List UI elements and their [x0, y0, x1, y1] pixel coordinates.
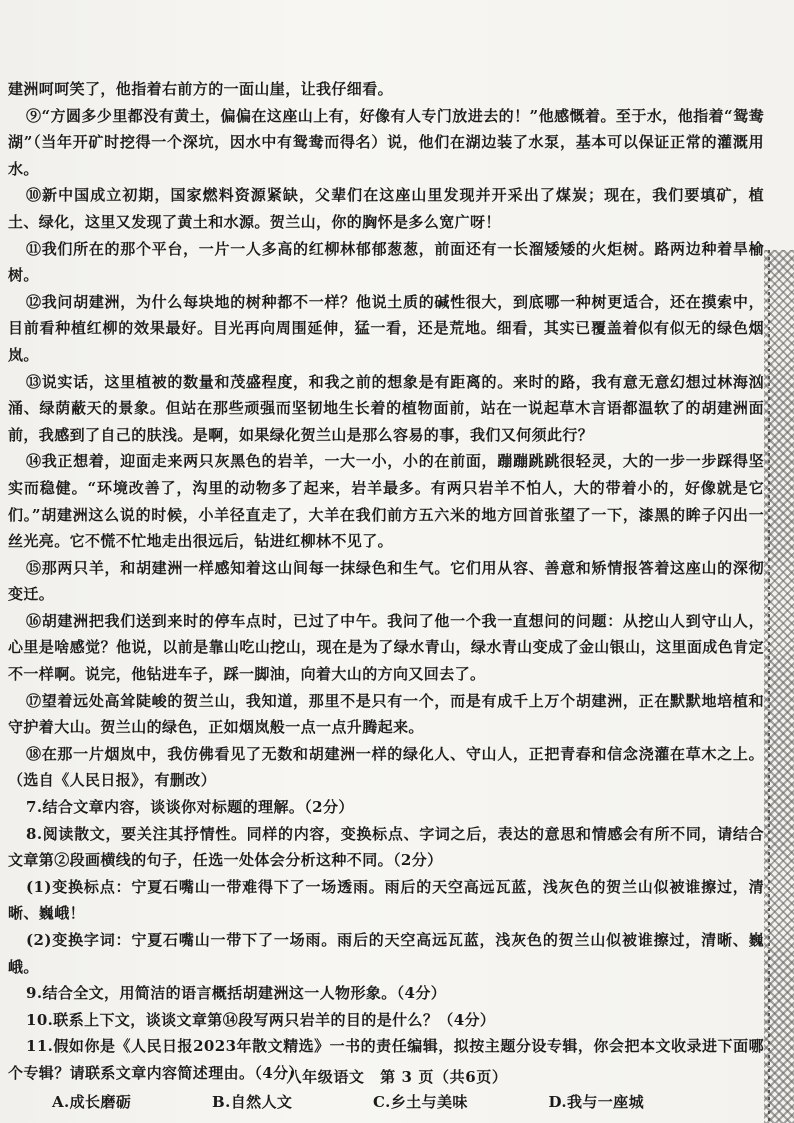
question-10: 10.联系上下文，谈谈文章第⑭段写两只岩羊的目的是什么？（4分） [26, 1010, 496, 1029]
paragraph-11: ⑪我们所在的那个平台，一片一人多高的红柳林郁郁葱葱，前面还有一长溜矮矮的火炬树。路两边种着旱榆树。 [8, 239, 764, 285]
question-8: 8.阅读散文，要关注其抒情性。同样的内容，变换标点、字词之后，表达的意思和情感会有所不同，请结合文章第②段画横线的句子，任选一处体会分析这种不同。（2分） [8, 824, 764, 870]
binding-perforation [768, 250, 770, 1123]
paragraph-15: ⑮那两只羊，和胡建洲一样感知着这山间每一抹绿色和生气。它们用从容、善意和矫情报答着这座山的深彻变迁。 [8, 558, 764, 604]
question-7: 7.结合文章内容，谈谈你对标题的理解。（2分） [26, 798, 354, 817]
question-8-option-1: (1)变换标点：宁夏石嘴山一带难得下了一场透雨。雨后的天空高远瓦蓝，浅灰色的贺兰山似被谁擦过，清晰、巍峨！ [8, 877, 764, 923]
paragraph-continuation: 建洲呵呵笑了，他指着右前方的一面山崖，让我仔细看。 [8, 80, 394, 98]
paragraph-16: ⑯胡建洲把我们送到来时的停车点时，已过了中午。我问了他一个我一直想问的问题：从挖山人到守山人，心里是啥感觉？他说，以前是靠山吃山挖山，现在是为了绿水青山，绿水青山变成了金山银山，这里面成色肯定不一样啊。说完，他钻进车子，踩一脚油，向着大山的方向又回去了。 [8, 611, 764, 684]
paragraph-13: ⑬说实话，这里植被的数量和茂盛程度，和我之前的想象是有距离的。来时的路，我有意无意幻想过林海汹涌、绿荫蔽天的景象。但站在那些顽强而坚韧地生长着的植物面前，站在一说起草木言语都温软了的胡建洲面前，我感到了自己的肤浅。是啊，如果绿化贺兰山是那么容易的事，我们又何须此行？ [8, 372, 764, 444]
paragraph-12: ⑫我问胡建洲，为什么每块地的树种都不一样？他说土质的碱性很大，到底哪一种树更适合，还在摸索中，目前看种植红柳的效果最好。目光再向周围延伸，猛一看，还是荒地。细看，其实已覆盖着似有似无的绿色烟岚。 [8, 292, 764, 364]
question-9: 9.结合全文，用简洁的语言概括胡建洲这一人物形象。（4分） [26, 984, 447, 1003]
question-11: 11.假如你是《人民日报2023年散文精选》一书的责任编辑，拟按主题分设专辑，你会把本文收录进下面哪个专辑？请联系文章内容简述理由。（4分） [8, 1037, 764, 1082]
paragraph-10: ⑩新中国成立初期，国家燃料资源紧缺，父辈们在这座山里发现并开采出了煤炭；现在，我们要填矿，植土、绿化，这里又发现了黄土和水源。贺兰山，你的胸怀是多么宽广呀！ [8, 186, 764, 231]
option-d: D.我与一座城 [548, 1092, 644, 1111]
paragraph-18: ⑱在那一片烟岚中，我仿佛看见了无数和胡建洲一样的绿化人、守山人，正把青春和信念浇灌在草木之上。（选自《人民日报》，有删改） [8, 744, 764, 790]
paragraph-17: ⑰望着远处高耸陡峻的贺兰山，我知道，那里不是只有一个，而是有成千上万个胡建洲，正在默默地培植和守护着大山。贺兰山的绿色，正如烟岚般一点一点升腾起来。 [8, 691, 764, 737]
paragraph-9: ⑨“方圆多少里都没有黄土，偏偏在这座山上有，好像有人专门放进去的！”他感慨着。至于水，他指着“鸳鸯湖”（当年开矿时挖得一个深坑，因水中有鸳鸯而得名）说，他们在湖边装了水泵，基本可以保证正常的灌溉用水。 [8, 106, 764, 178]
question-8-option-2: (2)变换字词：宁夏石嘴山一带下了一场雨。雨后的天空高远瓦蓝，浅灰色的贺兰山似被谁擦过，清晰、巍峨。 [8, 931, 764, 976]
question-11-options [8, 1089, 764, 1116]
option-a: A.成长磨砺 [52, 1092, 132, 1111]
option-c: C.乡土与美味 [373, 1092, 468, 1111]
page-footer: 八年级语文 第 3 页（共6页） [286, 1068, 508, 1086]
paragraph-14: ⑭我正想着，迎面走来两只灰黑色的岩羊，一大一小，小的在前面，蹦蹦跳跳很轻灵，大的一步一步踩得坚实而稳健。“环境改善了，沟里的动物多了起来，岩羊最多。有两只岩羊不怕人，大的带着小的，好像就是它们。”胡建洲这么说的时候，小羊径直走了，大羊在我们前方五六米的地方回首张望了一下，漆黑的眸子闪出一丝光亮。它不慌不忙地走出很远后，钻进红柳林不见了。 [8, 452, 764, 551]
passage-content [8, 76, 764, 1115]
option-b: B.自然人文 [212, 1092, 293, 1111]
